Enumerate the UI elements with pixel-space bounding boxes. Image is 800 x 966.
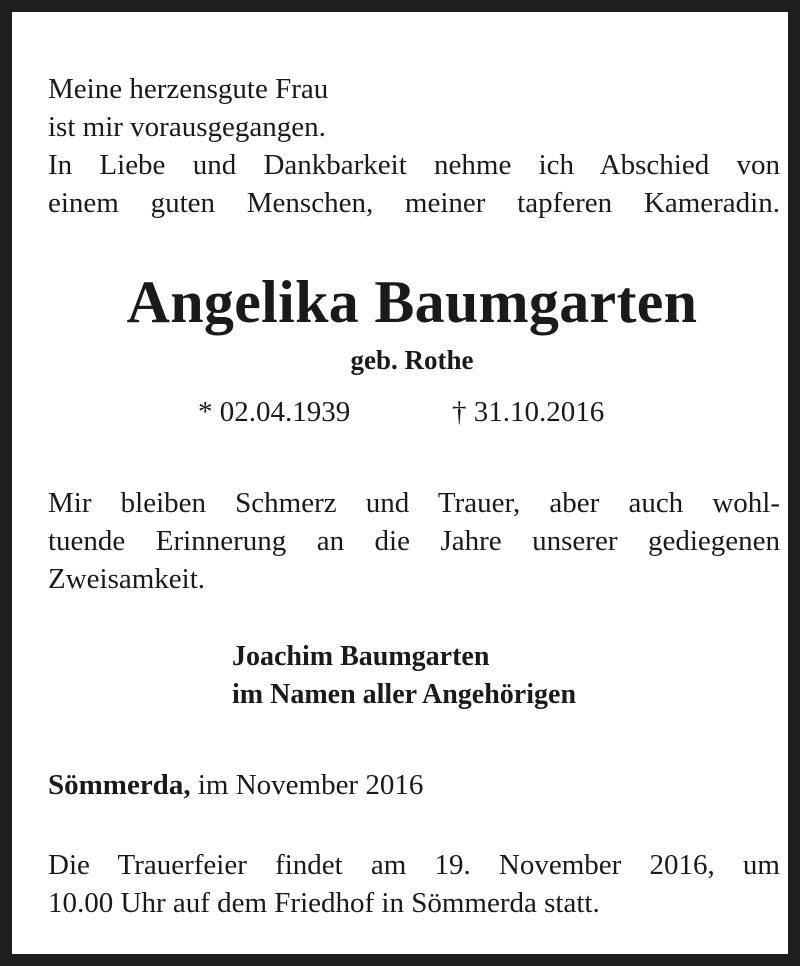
intro-line-3: In Liebe und Dankbarkeit nehme ich Abschied von bbox=[48, 149, 780, 181]
intro-text bbox=[48, 70, 780, 222]
signature-block bbox=[232, 638, 576, 714]
intro-line-1: Meine herzensgute Frau bbox=[48, 73, 329, 105]
birth-date: * 02.04.1939 bbox=[198, 396, 351, 428]
ceremony-line-2: 10.00 Uhr auf dem Friedhof in Sömmerda statt. bbox=[48, 887, 600, 919]
signature-relatives: im Namen aller Angehörigen bbox=[232, 679, 577, 710]
grief-line-2: tuende Erinnerung an die Jahre unserer gediegenen bbox=[48, 525, 780, 557]
place-date-text: im November 2016 bbox=[197, 769, 424, 801]
intro-line-2: ist mir vorausgegangen. bbox=[48, 111, 326, 143]
grief-line-1: Mir bleiben Schmerz und Trauer, aber auch wohl- bbox=[48, 487, 780, 519]
place-date bbox=[48, 766, 423, 804]
maiden-name: geb. Rothe bbox=[350, 345, 474, 375]
grief-line-3: Zweisamkeit. bbox=[48, 563, 206, 595]
deceased-name: Angelika Baumgarten bbox=[126, 269, 698, 335]
ceremony-text bbox=[48, 846, 780, 922]
death-date: † 31.10.2016 bbox=[452, 396, 605, 428]
signature-name: Joachim Baumgarten bbox=[232, 641, 490, 672]
intro-line-4: einem guten Menschen, meiner tapferen Kameradin. bbox=[48, 187, 780, 219]
grief-text bbox=[48, 484, 780, 598]
ceremony-line-1: Die Trauerfeier findet am 19. November 2016, um bbox=[48, 849, 780, 881]
place-city: Sömmerda, bbox=[48, 769, 191, 801]
